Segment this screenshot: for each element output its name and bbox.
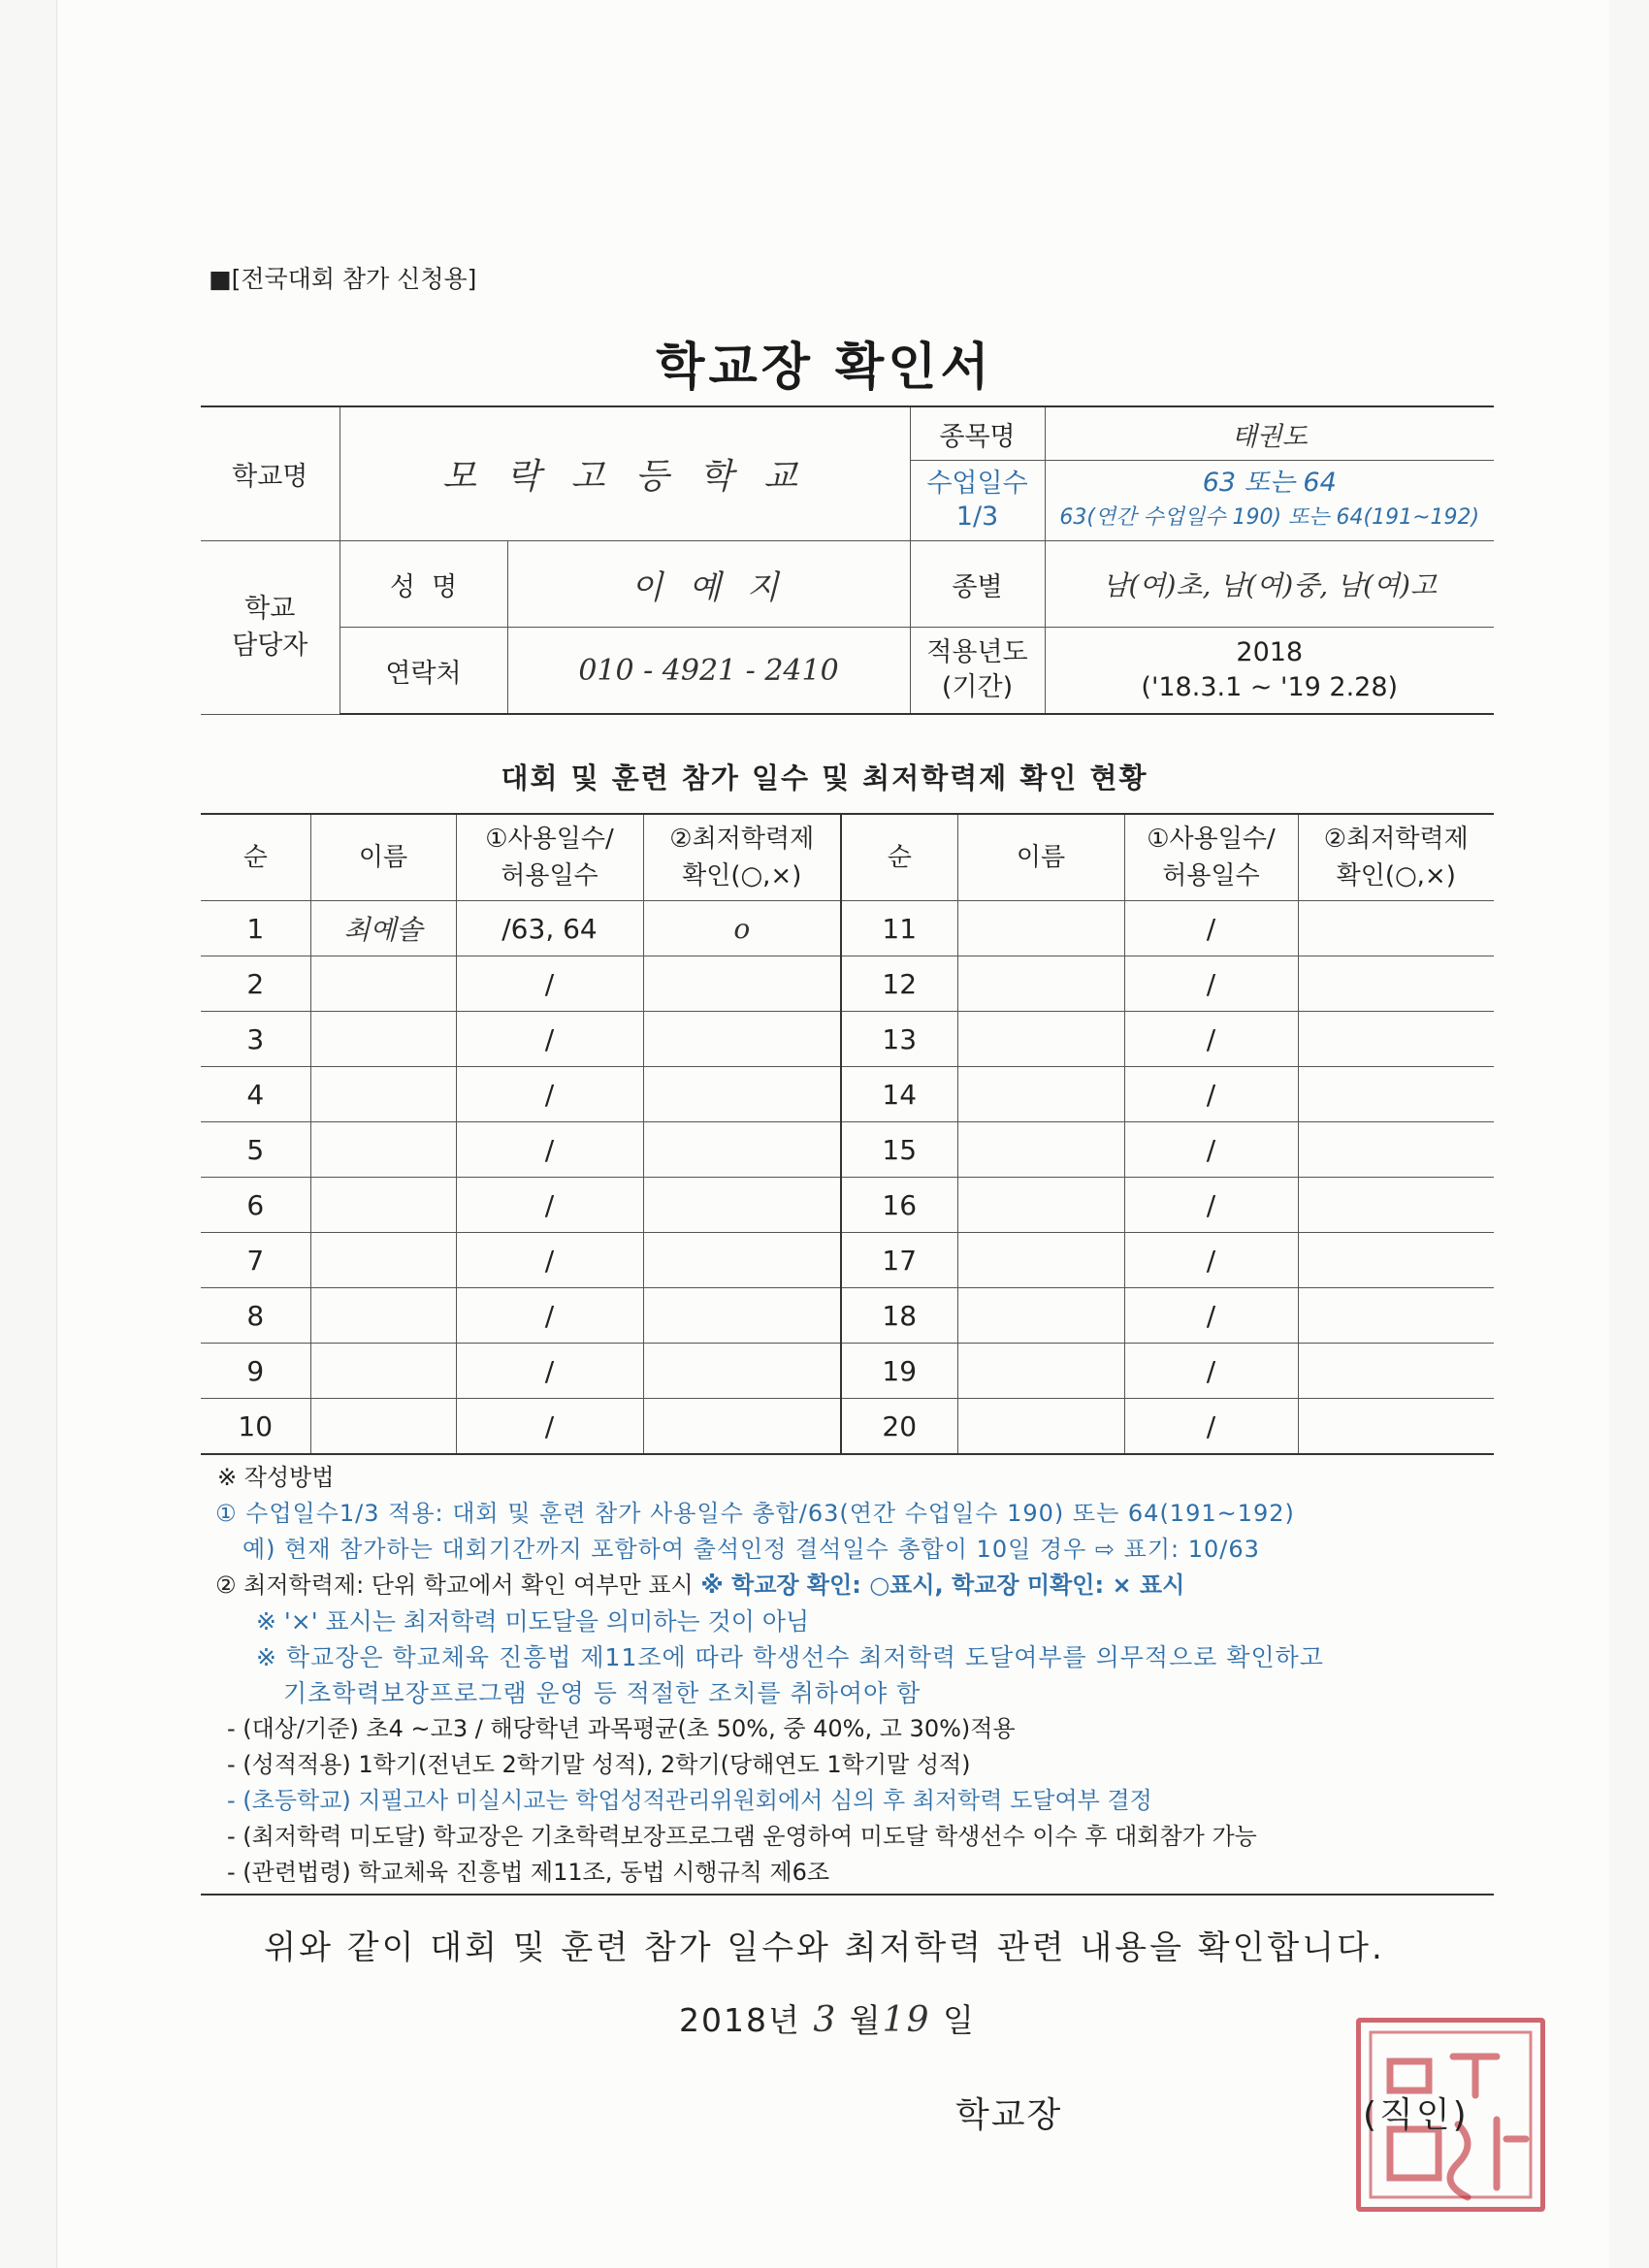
row-number: 18 <box>841 1288 957 1344</box>
row-check <box>643 1122 841 1178</box>
document-title: 학교장 확인서 <box>656 339 993 397</box>
row-days: / <box>456 1233 643 1288</box>
row-number: 5 <box>201 1122 310 1178</box>
table-row <box>201 1344 1494 1399</box>
row-days: / <box>1124 901 1298 956</box>
row-number: 17 <box>841 1233 957 1288</box>
row-number: 12 <box>841 956 957 1012</box>
row-check <box>1298 1122 1494 1178</box>
row-name <box>310 1122 456 1178</box>
row-check <box>1298 901 1494 956</box>
col-name-left: 이름 <box>310 814 456 901</box>
row-name <box>957 1344 1124 1399</box>
row-days: / <box>456 1012 643 1067</box>
row-number: 13 <box>841 1012 957 1067</box>
row-name <box>957 1233 1124 1288</box>
note-2c: ※ 학교장은 학교체육 진흥법 제11조에 따라 학생선수 최저학력 도달여부를 의무적으로 확인하고 <box>256 1643 1324 1671</box>
note-2a: ② 최저학력제: 단위 학교에서 확인 여부만 표시 ※ 학교장 확인: ○표시, 학교장 미확인: × 표시 <box>215 1571 1185 1599</box>
info-table <box>201 405 1494 715</box>
school-label: 학교명 <box>201 406 340 541</box>
row-number: 7 <box>201 1233 310 1288</box>
table-row <box>201 956 1494 1012</box>
table-row <box>201 1122 1494 1178</box>
row-days: / <box>1124 956 1298 1012</box>
divider <box>201 1894 1494 1895</box>
row-days: / <box>1124 1122 1298 1178</box>
seal-label: (직인) <box>1363 2095 1470 2135</box>
row-check <box>1298 1012 1494 1067</box>
confirmation-text: 위와 같이 대회 및 훈련 참가 일수와 최저학력 관련 내용을 확인합니다. <box>264 1928 1385 1967</box>
row-name <box>310 1344 456 1399</box>
row-check <box>1298 1344 1494 1399</box>
row-days: / <box>456 1067 643 1122</box>
category-label: 종별 <box>910 541 1045 628</box>
row-number: 2 <box>201 956 310 1012</box>
row-number: 10 <box>201 1399 310 1455</box>
row-days: / <box>456 1399 643 1455</box>
roster-table <box>201 813 1494 1455</box>
row-name <box>957 1012 1124 1067</box>
row-days: / <box>1124 1067 1298 1122</box>
note-2b: ※ '×' 표시는 최저학력 미도달을 의미하는 것이 아님 <box>256 1607 810 1636</box>
row-check <box>643 1399 841 1455</box>
row-days: / <box>456 1178 643 1233</box>
col-no-right: 순 <box>841 814 957 901</box>
col-check-right: ②최저학력제 확인(○,×) <box>1298 814 1494 901</box>
row-check: o <box>643 901 841 956</box>
row-check <box>643 1233 841 1288</box>
name-value: 이 예 지 <box>507 541 910 628</box>
month-value: 3 <box>813 2000 838 2040</box>
class-days-value: 63 또는 64 63(연간 수업일수 190) 또는 64(191~192) <box>1045 461 1494 541</box>
row-number: 1 <box>201 901 310 956</box>
row-days: / <box>456 1344 643 1399</box>
form-type-label: ■[전국대회 참가 신청용] <box>209 265 477 293</box>
detail-1: - (대상/기준) 초4 ~고3 / 해당학년 과목평균(초 50%, 중 40%, 고 30%)적용 <box>227 1715 1016 1742</box>
row-name <box>957 901 1124 956</box>
row-name <box>310 956 456 1012</box>
detail-5: - (관련법령) 학교체육 진흥법 제11조, 동법 시행규칙 제6조 <box>227 1859 830 1886</box>
row-days: / <box>1124 1288 1298 1344</box>
row-days: / <box>456 956 643 1012</box>
notes-section <box>215 1460 1505 1891</box>
row-name <box>957 1288 1124 1344</box>
table-row <box>201 901 1494 956</box>
col-name-right: 이름 <box>957 814 1124 901</box>
row-days: / <box>456 1288 643 1344</box>
row-days: / <box>1124 1012 1298 1067</box>
day-value: 19 <box>882 2000 931 2040</box>
name-label: 성 명 <box>340 541 507 628</box>
row-number: 9 <box>201 1344 310 1399</box>
detail-4: - (최저학력 미도달) 학교장은 기초학력보장프로그램 운영하여 미도달 학생선수 이수 후 대회참가 가능 <box>227 1823 1257 1850</box>
year-label: 적용년도 (기간) <box>910 628 1045 715</box>
row-check <box>643 1012 841 1067</box>
row-days: /63, 64 <box>456 901 643 956</box>
contact-value: 010 - 4921 - 2410 <box>507 628 910 715</box>
col-check-left: ②최저학력제 확인(○,×) <box>643 814 841 901</box>
row-check <box>1298 1178 1494 1233</box>
table-row <box>201 1399 1494 1455</box>
row-name <box>310 1233 456 1288</box>
year-value: 2018 ('18.3.1 ~ '19 2.28) <box>1045 628 1494 715</box>
note-1b: 예) 현재 참가하는 대회기간까지 포함하여 출석인정 결석일수 총합이 10일 경우 ⇨ 표기: 10/63 <box>242 1536 1260 1563</box>
row-check <box>643 1178 841 1233</box>
note-1a: ① 수업일수1/3 적용: 대회 및 훈련 참가 사용일수 총합/63(연간 수업일수 190) 또는 64(191~192) <box>215 1500 1295 1527</box>
row-check <box>1298 956 1494 1012</box>
col-days-left: ①사용일수/ 허용일수 <box>456 814 643 901</box>
col-days-right: ①사용일수/ 허용일수 <box>1124 814 1298 901</box>
date-line: 2018년 3 월19 일 <box>679 2000 976 2040</box>
row-check <box>1298 1233 1494 1288</box>
row-check <box>1298 1399 1494 1455</box>
detail-3: - (초등학교) 지필고사 미실시교는 학업성적관리위원회에서 심의 후 최저학력 도달여부 결정 <box>227 1787 1152 1814</box>
row-name <box>310 1178 456 1233</box>
row-days: / <box>1124 1178 1298 1233</box>
row-check <box>1298 1288 1494 1344</box>
row-check <box>643 1288 841 1344</box>
row-days: / <box>1124 1399 1298 1455</box>
row-number: 19 <box>841 1344 957 1399</box>
manager-label: 학교 담당자 <box>201 541 340 715</box>
row-name <box>310 1288 456 1344</box>
row-name <box>957 1067 1124 1122</box>
row-number: 3 <box>201 1012 310 1067</box>
row-number: 8 <box>201 1288 310 1344</box>
principal-label: 학교장 <box>955 2095 1063 2135</box>
sport-value: 태권도 <box>1045 406 1494 461</box>
school-value: 모 락 고 등 학 교 <box>340 406 910 541</box>
detail-2: - (성적적용) 1학기(전년도 2학기말 성적), 2학기(당해연도 1학기말 성적) <box>227 1751 971 1778</box>
row-name <box>957 956 1124 1012</box>
row-check <box>643 1344 841 1399</box>
row-number: 16 <box>841 1178 957 1233</box>
sport-label: 종목명 <box>910 406 1045 461</box>
table-row <box>201 1233 1494 1288</box>
category-value: 남(여)초, 남(여)중, 남(여)고 <box>1045 541 1494 628</box>
row-name <box>957 1178 1124 1233</box>
note-2d: 기초학력보장프로그램 운영 등 적절한 조치를 취하여야 함 <box>283 1679 922 1707</box>
row-number: 4 <box>201 1067 310 1122</box>
row-check <box>643 956 841 1012</box>
row-name <box>957 1122 1124 1178</box>
table-row <box>201 1067 1494 1122</box>
row-number: 20 <box>841 1399 957 1455</box>
class-days-label: 수업일수 1/3 <box>910 461 1045 541</box>
row-days: / <box>456 1122 643 1178</box>
row-days: / <box>1124 1344 1298 1399</box>
row-check <box>1298 1067 1494 1122</box>
row-days: / <box>1124 1233 1298 1288</box>
row-number: 6 <box>201 1178 310 1233</box>
col-no-left: 순 <box>201 814 310 901</box>
notes-heading: ※ 작성방법 <box>217 1464 335 1491</box>
roster-heading: 대회 및 훈련 참가 일수 및 최저학력제 확인 현황 <box>501 761 1148 794</box>
table-row <box>201 1288 1494 1344</box>
row-name <box>310 1012 456 1067</box>
row-name <box>310 1399 456 1455</box>
row-name: 최예솔 <box>310 901 456 956</box>
row-number: 15 <box>841 1122 957 1178</box>
row-name <box>957 1399 1124 1455</box>
row-name <box>310 1067 456 1122</box>
table-row <box>201 1178 1494 1233</box>
contact-label: 연락처 <box>340 628 507 715</box>
row-check <box>643 1067 841 1122</box>
row-number: 11 <box>841 901 957 956</box>
row-number: 14 <box>841 1067 957 1122</box>
table-row <box>201 1012 1494 1067</box>
